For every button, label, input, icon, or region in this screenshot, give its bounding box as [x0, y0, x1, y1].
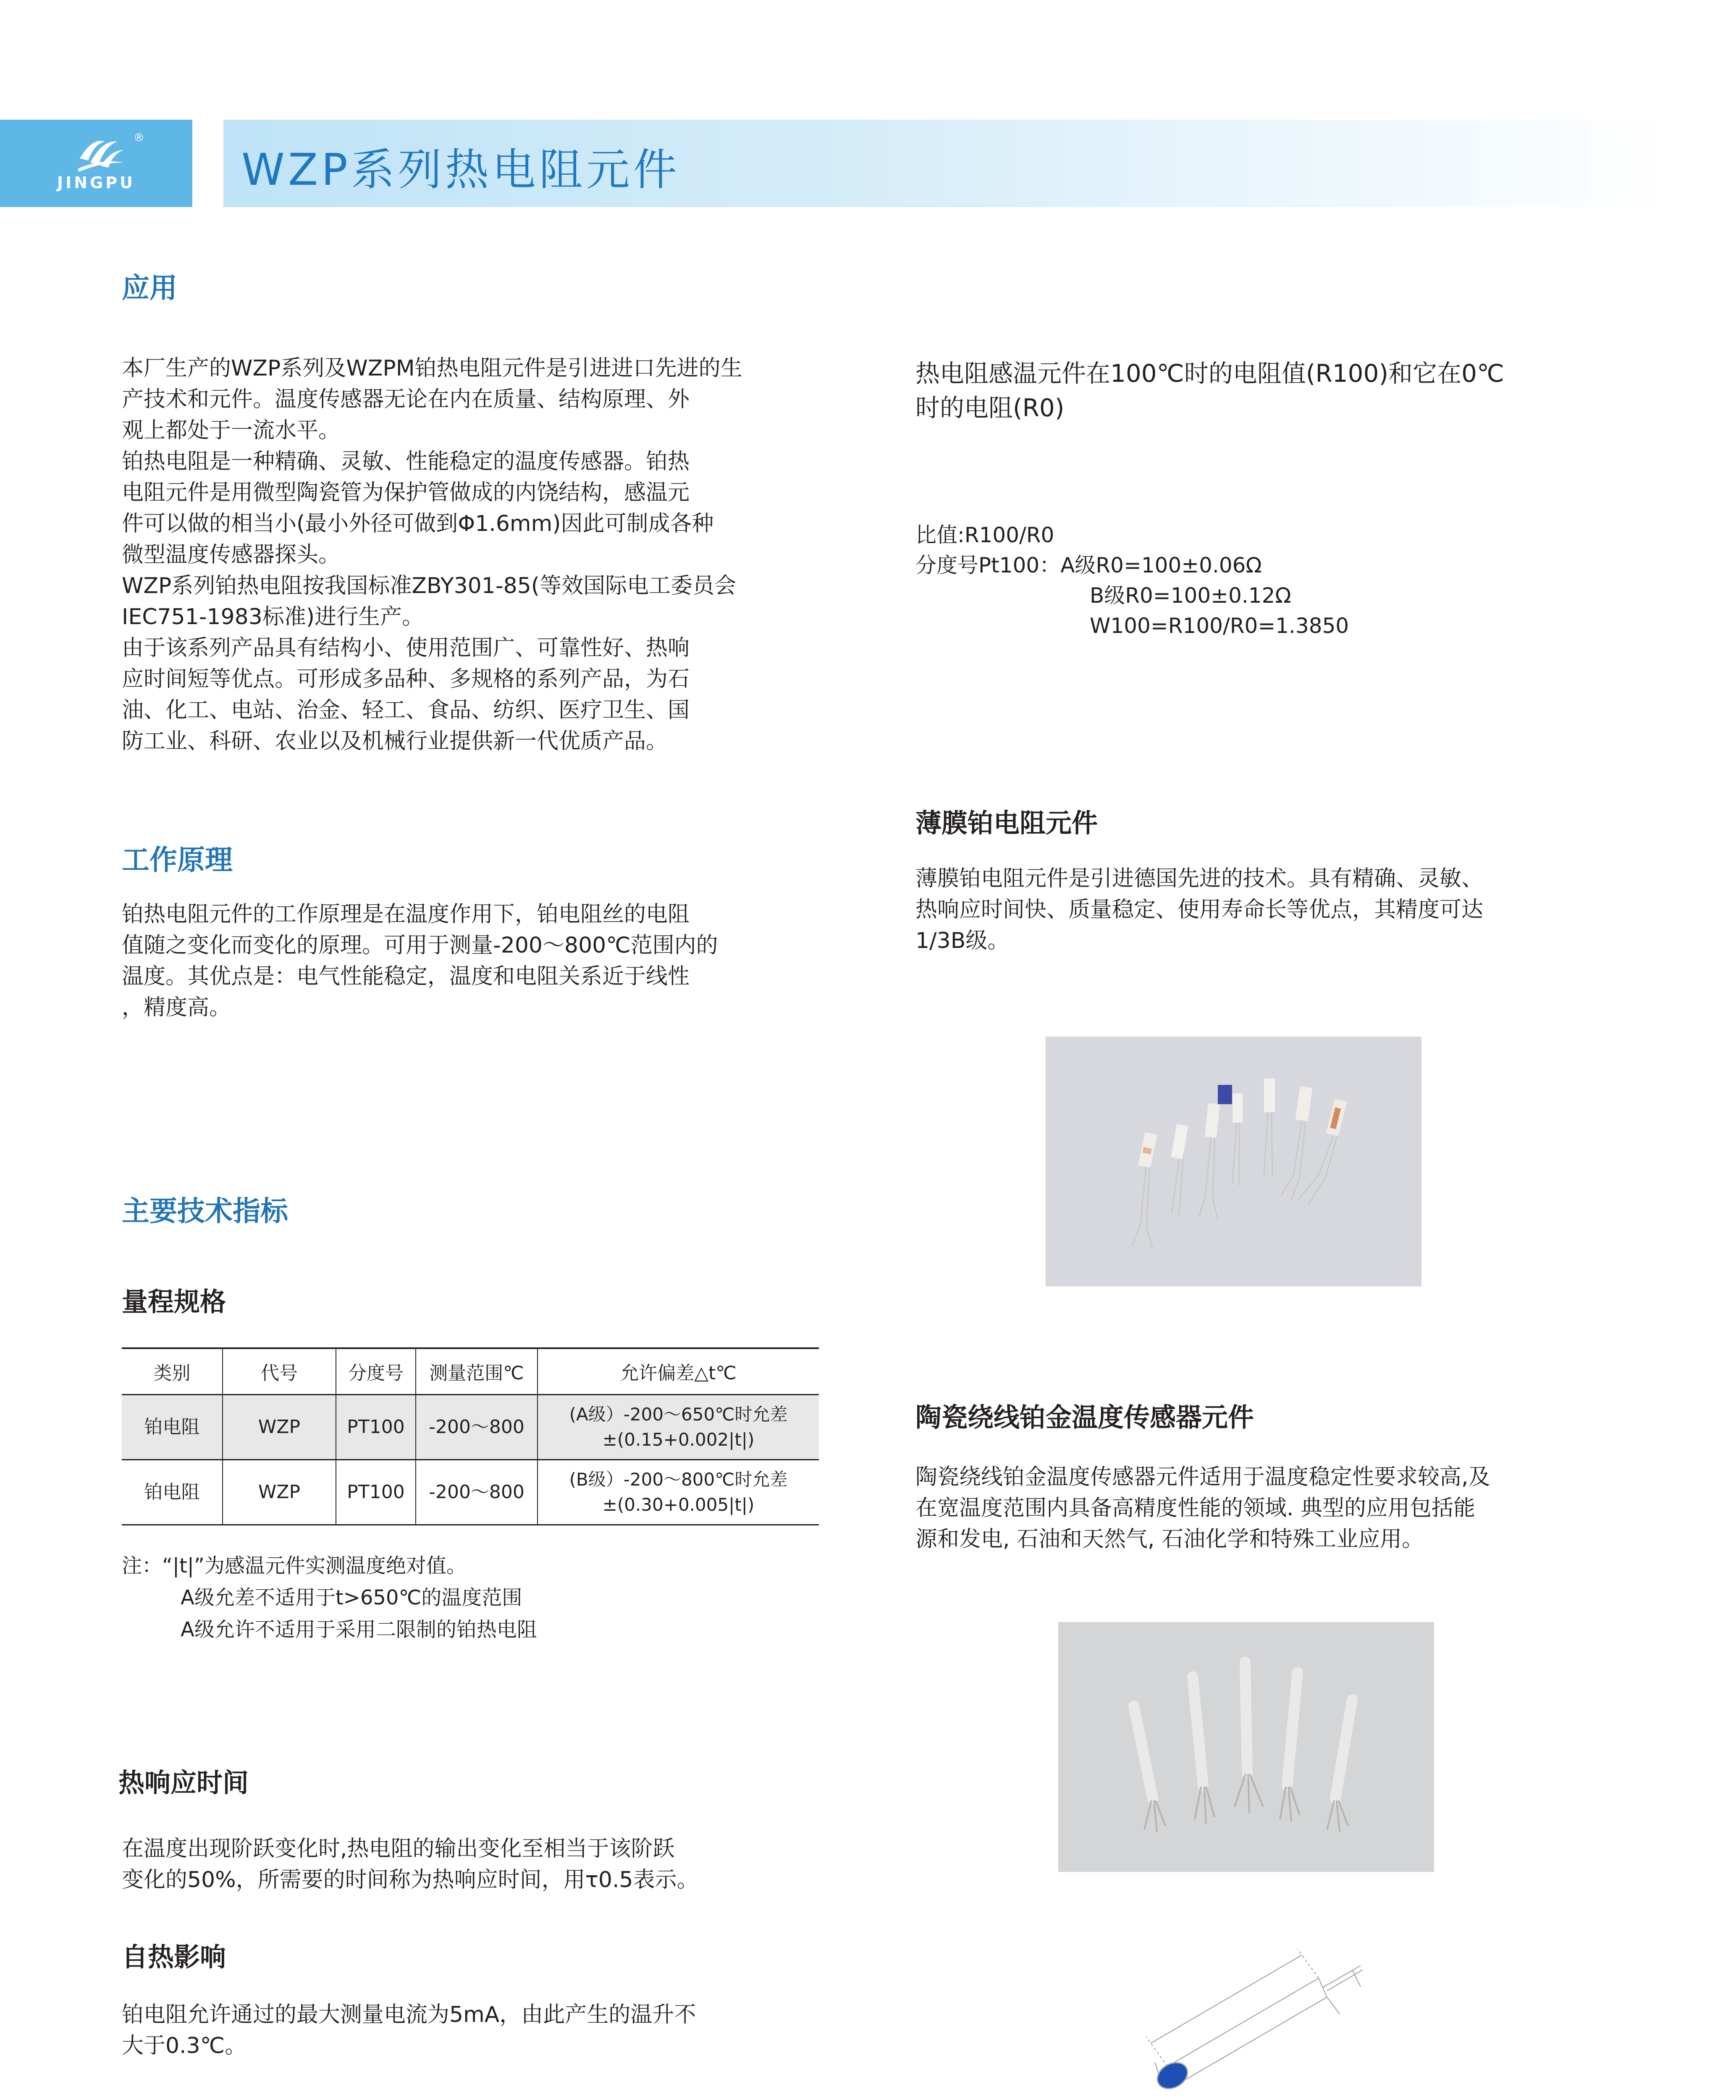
text-line: 热电阻感温元件在100℃时的电阻值(R100)和它在0℃ [915, 359, 1505, 388]
ceramic-text [915, 1462, 1490, 1555]
text-line: 源和发电, 石油和天然气, 石油化学和特殊工业应用。 [915, 1527, 1424, 1552]
note-line: 注：“|t|”为感温元件实测温度绝对值。 [122, 1554, 467, 1578]
ceramic-photo [1058, 1622, 1434, 1872]
jingpu-logo-icon [76, 129, 126, 175]
tolerance-line: (A级）-200～650℃时允差 [569, 1404, 788, 1425]
selfheat-heading: 自热影响 [122, 1942, 226, 1972]
registered-mark: ® [134, 131, 144, 144]
header-type: 类别 [122, 1348, 223, 1394]
text-line: 温度。其优点是：电气性能稳定，温度和电阻关系近于线性 [122, 964, 690, 989]
tolerance-line: ±(0.15+0.002|t|) [602, 1429, 755, 1450]
text-line: 在温度出现阶跃变化时,热电阻的输出变化至相当于该阶跃 [122, 1836, 675, 1861]
table-row [122, 1394, 819, 1460]
cell-tolerance [538, 1394, 819, 1460]
text-line: 值随之变化而变化的原理。可用于测量-200～800℃范围内的 [122, 933, 718, 958]
cell-code: WZP [223, 1460, 336, 1525]
thinfilm-heading: 薄膜铂电阻元件 [915, 808, 1098, 838]
text-line: 本厂生产的WZP系列及WZPM铂热电阻元件是引进进口先进的生 [122, 356, 742, 381]
header-tolerance: 允许偏差△t℃ [538, 1348, 819, 1394]
table-header-row [122, 1348, 819, 1394]
cell-type: 铂电阻 [122, 1394, 223, 1460]
text-line: 件可以做的相当小(最小外径可做到Φ1.6mm)因此可制成各种 [122, 511, 714, 536]
sensor-drawing [1142, 1940, 1415, 2100]
text-line: 陶瓷绕线铂金温度传感器元件适用于温度稳定性要求较高,及 [915, 1465, 1490, 1490]
tolerance-line: ±(0.30+0.005|t|) [602, 1494, 755, 1515]
text-line: 产技术和元件。温度传感器无论在内在质量、结构原理、外 [122, 387, 690, 412]
note-line: A级允差不适用于t>650℃的温度范围 [181, 1586, 522, 1609]
text-line: 1/3B级。 [915, 928, 1010, 953]
text-line: 热响应时间快、质量稳定、使用寿命长等优点，其精度可达 [915, 897, 1484, 922]
logo-text: JINGPU [57, 173, 135, 192]
cell-range: -200～800 [416, 1394, 538, 1460]
text-line: 大于0.3℃。 [122, 2033, 247, 2058]
text-line: 在宽温度范围内具备高精度性能的领域. 典型的应用包括能 [915, 1496, 1476, 1521]
application-heading: 应用 [122, 272, 177, 304]
thinfilm-elements-image [1046, 1037, 1421, 1286]
ratio-line: 比值:R100/R0 [915, 523, 1054, 547]
cell-range: -200～800 [416, 1460, 538, 1525]
text-line: ，精度高。 [122, 995, 231, 1020]
grad-line: 分度号Pt100：A级R0=100±0.06Ω [915, 553, 1262, 578]
table-notes [122, 1550, 537, 1646]
cell-code: WZP [223, 1394, 336, 1460]
table-row [122, 1460, 819, 1525]
resistance-text [915, 356, 1504, 425]
response-text [122, 1833, 699, 1895]
text-line: IEC751-1983标准)进行生产。 [122, 604, 424, 630]
text-line: 薄膜铂电阻元件是引进德国先进的技术。具有精确、灵敏、 [915, 866, 1484, 891]
specs-heading: 主要技术指标 [122, 1195, 288, 1227]
thinfilm-photo [1046, 1037, 1421, 1286]
selfheat-text [122, 1999, 696, 2061]
logo [0, 120, 192, 207]
w-ratio-line: W100=R100/R0=1.3850 [1090, 614, 1349, 638]
ratio-block [915, 520, 1349, 641]
text-line: 变化的50%，所需要的时间称为热响应时间，用τ0.5表示。 [122, 1867, 699, 1893]
text-line: 防工业、科研、农业以及机械行业提供新一代优质产品。 [122, 729, 668, 754]
text-line: 微型温度传感器探头。 [122, 542, 341, 567]
page-title: WZP系列热电阻元件 [241, 144, 680, 195]
text-line: WZP系列铂热电阻按我国标准ZBY301-85(等效国际电工委员会 [122, 573, 737, 598]
text-line: 观上都处于一流水平。 [122, 418, 341, 443]
response-heading: 热响应时间 [118, 1767, 249, 1798]
text-line: 铂热电阻是一种精确、灵敏、性能稳定的温度传感器。铂热 [122, 449, 690, 474]
text-line: 铂热电阻元件的工作原理是在温度作用下，铂电阻丝的电阻 [122, 902, 690, 927]
text-line: 铂电阻允许通过的最大测量电流为5mA，由此产生的温升不 [122, 2002, 696, 2027]
range-heading: 量程规格 [122, 1286, 226, 1317]
cell-type: 铂电阻 [122, 1460, 223, 1525]
tolerance-line: (B级）-200～800℃时允差 [569, 1469, 788, 1490]
text-line: 由于该系列产品具有结构小、使用范围广、可靠性好、热响 [122, 635, 690, 661]
thinfilm-text [915, 863, 1483, 956]
text-line: 时的电阻(R0) [915, 394, 1065, 422]
spec-table [122, 1347, 819, 1525]
header-code: 代号 [223, 1348, 336, 1394]
ceramic-elements-image [1058, 1622, 1434, 1872]
b-grade-line: B级R0=100±0.12Ω [1090, 583, 1291, 608]
ceramic-heading: 陶瓷绕线铂金温度传感器元件 [915, 1402, 1254, 1433]
cell-grad: PT100 [336, 1394, 416, 1460]
cell-tolerance [538, 1460, 819, 1525]
note-line: A级允许不适用于采用二限制的铂热电阻 [181, 1618, 537, 1641]
text-line: 油、化工、电站、治金、轻工、食品、纺织、医疗卫生、国 [122, 698, 690, 723]
principle-heading: 工作原理 [122, 844, 233, 876]
principle-text [122, 899, 718, 1023]
cell-grad: PT100 [336, 1460, 416, 1525]
sensor-diagram-image [1142, 1940, 1415, 2100]
header-grad: 分度号 [336, 1348, 416, 1394]
text-line: 应时间短等优点。可形成多品种、多规格的系列产品，为石 [122, 667, 690, 692]
text-line: 电阻元件是用微型陶瓷管为保护管做成的内饶结构，感温元 [122, 480, 690, 505]
application-text [122, 353, 742, 757]
header-range: 测量范围℃ [416, 1348, 538, 1394]
